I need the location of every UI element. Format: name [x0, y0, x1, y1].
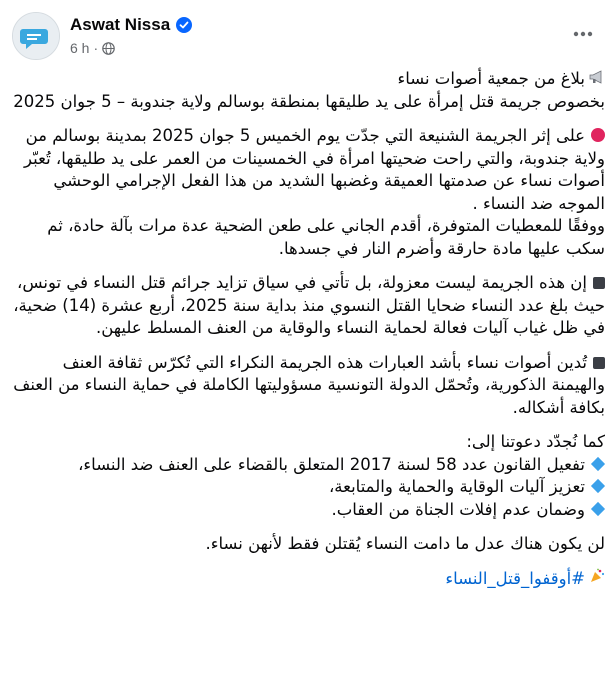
hashtag-link[interactable]: #أوقفوا_قتل_النساء [445, 568, 585, 588]
announcement-title: بلاغ من جمعية أصوات نساء [397, 69, 585, 88]
paragraph-incident: على إثر الجريمة الشنيعة التي جدّت يوم الخميس 5 جوان 2025 بمدينة بوسالم من ولاية جندوبة، والتي راحت ضحيتها امرأة في الخمسينات من العمر على يد طليقها، تُعبّر أصوات نساء عن صدمتها العميقة وغضبها الشديد من هذا الفعل الإجرامي الوحشي الموجه ضد النساء . [24, 126, 605, 213]
demands-intro: كما نُجدّد دعوتنا إلى: [466, 432, 605, 451]
verified-badge-icon [176, 17, 192, 33]
blue-diamond-icon [591, 456, 605, 470]
blue-diamond-icon [591, 479, 605, 493]
closing-statement: لن يكون هناك عدل ما دامت النساء يُقتلن فقط لأنهن نساء. [205, 534, 605, 553]
more-options-button[interactable] [565, 16, 601, 52]
paragraph-context: إن هذه الجريمة ليست معزولة، بل تأتي في سياق تزايد جرائم قتل النساء في تونس، حيث بلغ عدد النساء ضحايا القتل النسوي منذ بداية سنة 2025، أربع عشرة (14) ضحية، في ظل غياب آليات فعالة لحماية النساء والوقاية من العنف المسلط عليهن. [13, 273, 605, 337]
page-name[interactable]: Aswat Nissa [70, 15, 171, 34]
meta-separator: · [93, 40, 99, 56]
more-dots-icon [573, 31, 593, 37]
blue-diamond-icon [591, 501, 605, 515]
demand-item: تعزيز آليات الوقاية والحماية والمتابعة، [328, 477, 585, 496]
demand-item: وضمان عدم إفلات الجناة من العقاب. [331, 499, 585, 519]
avatar[interactable] [12, 12, 60, 60]
speech-bubble-logo-icon [13, 13, 59, 59]
globe-icon [102, 42, 115, 55]
post-header [12, 10, 613, 66]
black-square-icon [593, 357, 605, 369]
announcement-subtitle: بخصوص جريمة قتل إمرأة على يد طليقها بمنطقة بوسالم ولاية جندوبة – 5 جوان 2025 [13, 91, 605, 111]
red-circle-icon [591, 128, 605, 142]
post-text [8, 68, 605, 602]
post-meta [70, 40, 115, 56]
party-popper-icon [589, 568, 605, 591]
megaphone-icon [589, 68, 605, 91]
black-square-icon [593, 277, 605, 289]
demand-item: تفعيل القانون عدد 58 لسنة 2017 المتعلق بالقضاء على العنف ضد النساء، [78, 454, 585, 474]
paragraph-condemnation: تُدين أصوات نساء بأشد العبارات هذه الجريمة النكراء التي تُكرّس ثقافة العنف والهيمنة الذكورية، وتُحمّل الدولة التونسية مسؤوليتها الكاملة في حماية النساء من العنف بكافة أشكاله. [13, 352, 605, 417]
post-time[interactable]: 6 h [70, 40, 90, 56]
paragraph-details: ووفقًا للمعطيات المتوفرة، أقدم الجاني على طعن الضحية عدة مرات بآلة حادة، ثم سكب عليها مادة حارقة وأضرم النار في جسدها. [47, 216, 605, 258]
